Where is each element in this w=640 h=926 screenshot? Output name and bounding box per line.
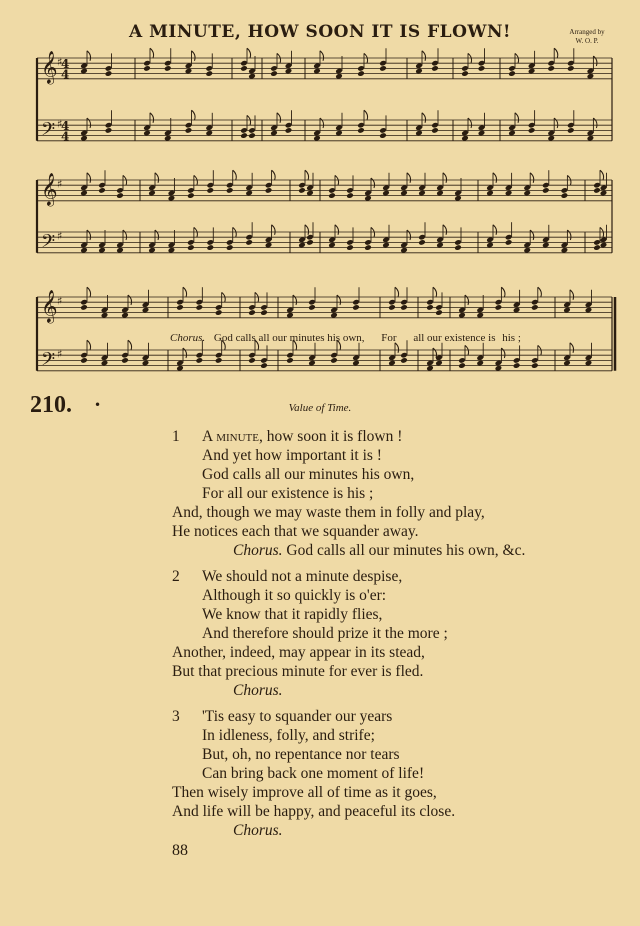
arranger-line-2: W. O. P. xyxy=(575,37,599,45)
music-lyric-4: his ; xyxy=(502,332,521,344)
note-head xyxy=(196,304,204,311)
note-head xyxy=(357,70,365,77)
note-flag xyxy=(87,287,91,297)
note-flag xyxy=(128,340,132,350)
verse-number: 3 xyxy=(172,708,180,725)
note-head xyxy=(206,187,214,194)
verse-number: 1 xyxy=(172,428,180,445)
music-lyric-line xyxy=(170,332,521,344)
note-head xyxy=(346,192,354,199)
note-flag xyxy=(87,340,91,350)
note-flag xyxy=(277,113,281,123)
sharp-icon: ♯ xyxy=(57,229,63,243)
note-flag xyxy=(335,225,339,235)
verse-line: We know that it rapidly flies, xyxy=(202,606,383,623)
note-flag xyxy=(272,225,276,235)
chorus-line xyxy=(233,682,283,700)
music-lyric-2: For xyxy=(381,332,397,344)
note-flag xyxy=(530,173,534,183)
music-chorus-label: Chorus. xyxy=(170,332,206,344)
note-head xyxy=(542,187,550,194)
note-flag xyxy=(247,48,251,58)
verse-line: But that precious minute for ever is fled. xyxy=(172,663,424,680)
note-head xyxy=(215,357,223,364)
note-head xyxy=(285,127,293,134)
note-flag xyxy=(443,225,447,235)
note-flag xyxy=(593,118,597,128)
verse-line: He notices each that we squander away. xyxy=(172,523,419,540)
note-head xyxy=(478,65,486,72)
note-head xyxy=(435,309,443,316)
note-head xyxy=(116,192,124,199)
note-flag xyxy=(493,225,497,235)
note-flag xyxy=(87,173,91,183)
verse-line: Then wisely improve all of time as it goes, xyxy=(172,784,437,801)
verse-number: 2 xyxy=(172,568,180,585)
verse-line: And yet how important it is ! xyxy=(202,447,382,464)
note-flag xyxy=(395,343,399,353)
note-flag xyxy=(371,178,375,188)
verse-line: Can bring back one moment of life! xyxy=(202,765,425,782)
note-head xyxy=(593,244,601,251)
note-head xyxy=(364,244,372,251)
treble-clef-icon: 𝄞 xyxy=(41,50,58,84)
note-head xyxy=(270,70,278,77)
note-head xyxy=(531,304,539,311)
note-head xyxy=(461,70,469,77)
note-head xyxy=(185,127,193,134)
verse-first-words: A minute, xyxy=(202,428,263,445)
verse-line: 'Tis easy to squander our years xyxy=(202,708,393,725)
note-head xyxy=(379,65,387,72)
note-head xyxy=(561,192,569,199)
note-head xyxy=(240,132,248,139)
verse-line: And life will be happy, and peaceful its close. xyxy=(172,803,456,820)
note-head xyxy=(454,244,462,251)
note-head xyxy=(431,65,439,72)
note-head xyxy=(248,357,256,364)
verse-line: God calls all our minutes his own, xyxy=(202,466,415,483)
verse-line: But, oh, no repentance nor tears xyxy=(202,746,400,763)
note-head xyxy=(593,187,601,194)
dot-mark: • xyxy=(94,398,102,412)
note-flag xyxy=(515,53,519,63)
chorus-label: Chorus. xyxy=(233,822,283,839)
note-flag xyxy=(407,230,411,240)
note-flag xyxy=(501,287,505,297)
note-flag xyxy=(567,230,571,240)
note-flag xyxy=(128,295,132,305)
note-head xyxy=(205,70,213,77)
note-head xyxy=(260,362,268,369)
note-flag xyxy=(183,287,187,297)
note-head xyxy=(143,65,151,72)
chorus-label: Chorus. xyxy=(233,542,283,559)
hymn-subtitle: Value of Time. xyxy=(288,402,352,414)
note-head xyxy=(426,304,434,311)
note-flag xyxy=(465,295,469,305)
verse-line: Another, indeed, may appear in its stead, xyxy=(172,644,425,661)
bass-clef-icon: 𝄢 xyxy=(41,119,56,145)
chorus-text: God calls all our minutes his own, &c. xyxy=(282,542,526,559)
note-flag xyxy=(501,348,505,358)
sharp-icon: ♯ xyxy=(57,347,63,361)
sharp-icon: ♯ xyxy=(57,55,63,69)
note-head xyxy=(418,239,426,246)
note-flag xyxy=(233,170,237,180)
note-flag xyxy=(422,113,426,123)
note-flag xyxy=(395,287,399,297)
note-head xyxy=(286,357,294,364)
note-head xyxy=(298,187,306,194)
note-head xyxy=(458,362,466,369)
note-head xyxy=(121,357,129,364)
treble-clef-icon: 𝄞 xyxy=(41,172,58,206)
note-flag xyxy=(364,53,368,63)
arranger-line-1: Arranged by xyxy=(569,28,605,36)
bass-clef-icon: 𝄢 xyxy=(41,349,56,375)
note-flag xyxy=(192,110,196,120)
note-flag xyxy=(407,173,411,183)
note-flag xyxy=(554,118,558,128)
note-head xyxy=(528,127,536,134)
note-flag xyxy=(293,295,297,305)
note-head xyxy=(105,70,113,77)
note-flag xyxy=(493,173,497,183)
note-head xyxy=(105,127,113,134)
note-head xyxy=(176,304,184,311)
hymn-title: A MINUTE, HOW SOON IT IS FLOWN! xyxy=(128,22,511,42)
note-flag xyxy=(433,348,437,358)
note-head xyxy=(330,357,338,364)
note-head xyxy=(431,127,439,134)
note-head xyxy=(215,309,223,316)
note-flag xyxy=(87,230,91,240)
note-flag xyxy=(123,230,127,240)
note-head xyxy=(80,357,88,364)
note-flag xyxy=(320,118,324,128)
note-head xyxy=(306,239,314,246)
note-head xyxy=(531,362,539,369)
note-flag xyxy=(155,173,159,183)
treble-clef-icon: 𝄞 xyxy=(41,289,58,323)
music-lyric-3: all our existence is xyxy=(413,332,496,344)
note-head xyxy=(508,70,516,77)
note-head xyxy=(187,192,195,199)
note-head xyxy=(164,65,172,72)
note-flag xyxy=(468,118,472,128)
note-head xyxy=(379,132,387,139)
hymn-number: 210. xyxy=(30,392,72,418)
note-head xyxy=(80,304,88,311)
verse-line xyxy=(202,428,402,446)
note-head xyxy=(567,127,575,134)
chorus-label: Chorus. xyxy=(233,682,283,699)
note-head xyxy=(400,357,408,364)
music-lyric-1: God calls all our minutes his own, xyxy=(213,332,365,344)
note-flag xyxy=(87,51,91,61)
bass-clef-icon: 𝄢 xyxy=(41,231,56,257)
note-head xyxy=(513,362,521,369)
note-head xyxy=(388,304,396,311)
note-head xyxy=(196,357,204,364)
note-head xyxy=(400,304,408,311)
note-flag xyxy=(183,348,187,358)
note-flag xyxy=(277,53,281,63)
note-head xyxy=(226,244,234,251)
note-head xyxy=(187,244,195,251)
note-head xyxy=(495,304,503,311)
verse-line: We should not a minute despise, xyxy=(202,568,403,585)
verse-line: In idleness, folly, and strife; xyxy=(202,727,375,744)
note-flag xyxy=(530,230,534,240)
verse-line: And, though we may waste them in folly and play, xyxy=(172,504,485,521)
note-flag xyxy=(538,287,542,297)
note-flag xyxy=(192,51,196,61)
page-number: 88 xyxy=(172,842,188,859)
note-head xyxy=(357,127,365,134)
time-signature-top: 4 xyxy=(61,118,70,133)
note-head xyxy=(308,304,316,311)
note-flag xyxy=(433,287,437,297)
note-head xyxy=(226,187,234,194)
note-flag xyxy=(554,48,558,58)
sharp-icon: ♯ xyxy=(57,117,63,131)
note-flag xyxy=(422,51,426,61)
note-head xyxy=(260,309,268,316)
note-head xyxy=(240,65,248,72)
note-head xyxy=(352,304,360,311)
time-signature-top: 4 xyxy=(61,56,70,71)
note-flag xyxy=(337,295,341,305)
chorus-line xyxy=(233,822,283,840)
time-signature-bottom: 4 xyxy=(61,67,70,82)
chorus-line xyxy=(233,542,525,560)
note-flag xyxy=(87,118,91,128)
note-head xyxy=(547,65,555,72)
note-flag xyxy=(150,113,154,123)
note-flag xyxy=(570,343,574,353)
note-head xyxy=(245,239,253,246)
note-flag xyxy=(305,170,309,180)
note-flag xyxy=(155,230,159,240)
note-flag xyxy=(570,290,574,300)
note-flag xyxy=(272,170,276,180)
note-head xyxy=(206,244,214,251)
note-head xyxy=(265,187,273,194)
verse-line: And therefore should prize it the more ; xyxy=(202,625,448,642)
note-flag xyxy=(515,113,519,123)
note-flag xyxy=(468,53,472,63)
note-head xyxy=(567,65,575,72)
note-head xyxy=(505,239,513,246)
note-flag xyxy=(305,225,309,235)
sharp-icon: ♯ xyxy=(57,177,63,191)
note-head xyxy=(346,244,354,251)
note-flag xyxy=(364,110,368,120)
verse-line: For all our existence is his ; xyxy=(202,485,374,502)
sharp-icon: ♯ xyxy=(57,294,63,308)
note-flag xyxy=(593,56,597,66)
note-flag xyxy=(600,170,604,180)
note-head xyxy=(248,309,256,316)
note-head xyxy=(98,187,106,194)
note-head xyxy=(328,192,336,199)
verse-line-rest: how soon it is flown ! xyxy=(262,428,403,445)
note-flag xyxy=(320,51,324,61)
time-signature-bottom: 4 xyxy=(61,129,70,144)
note-flag xyxy=(150,48,154,58)
verse-line: Although it so quickly is o'er: xyxy=(202,587,387,604)
note-flag xyxy=(443,173,447,183)
note-head xyxy=(248,132,256,139)
